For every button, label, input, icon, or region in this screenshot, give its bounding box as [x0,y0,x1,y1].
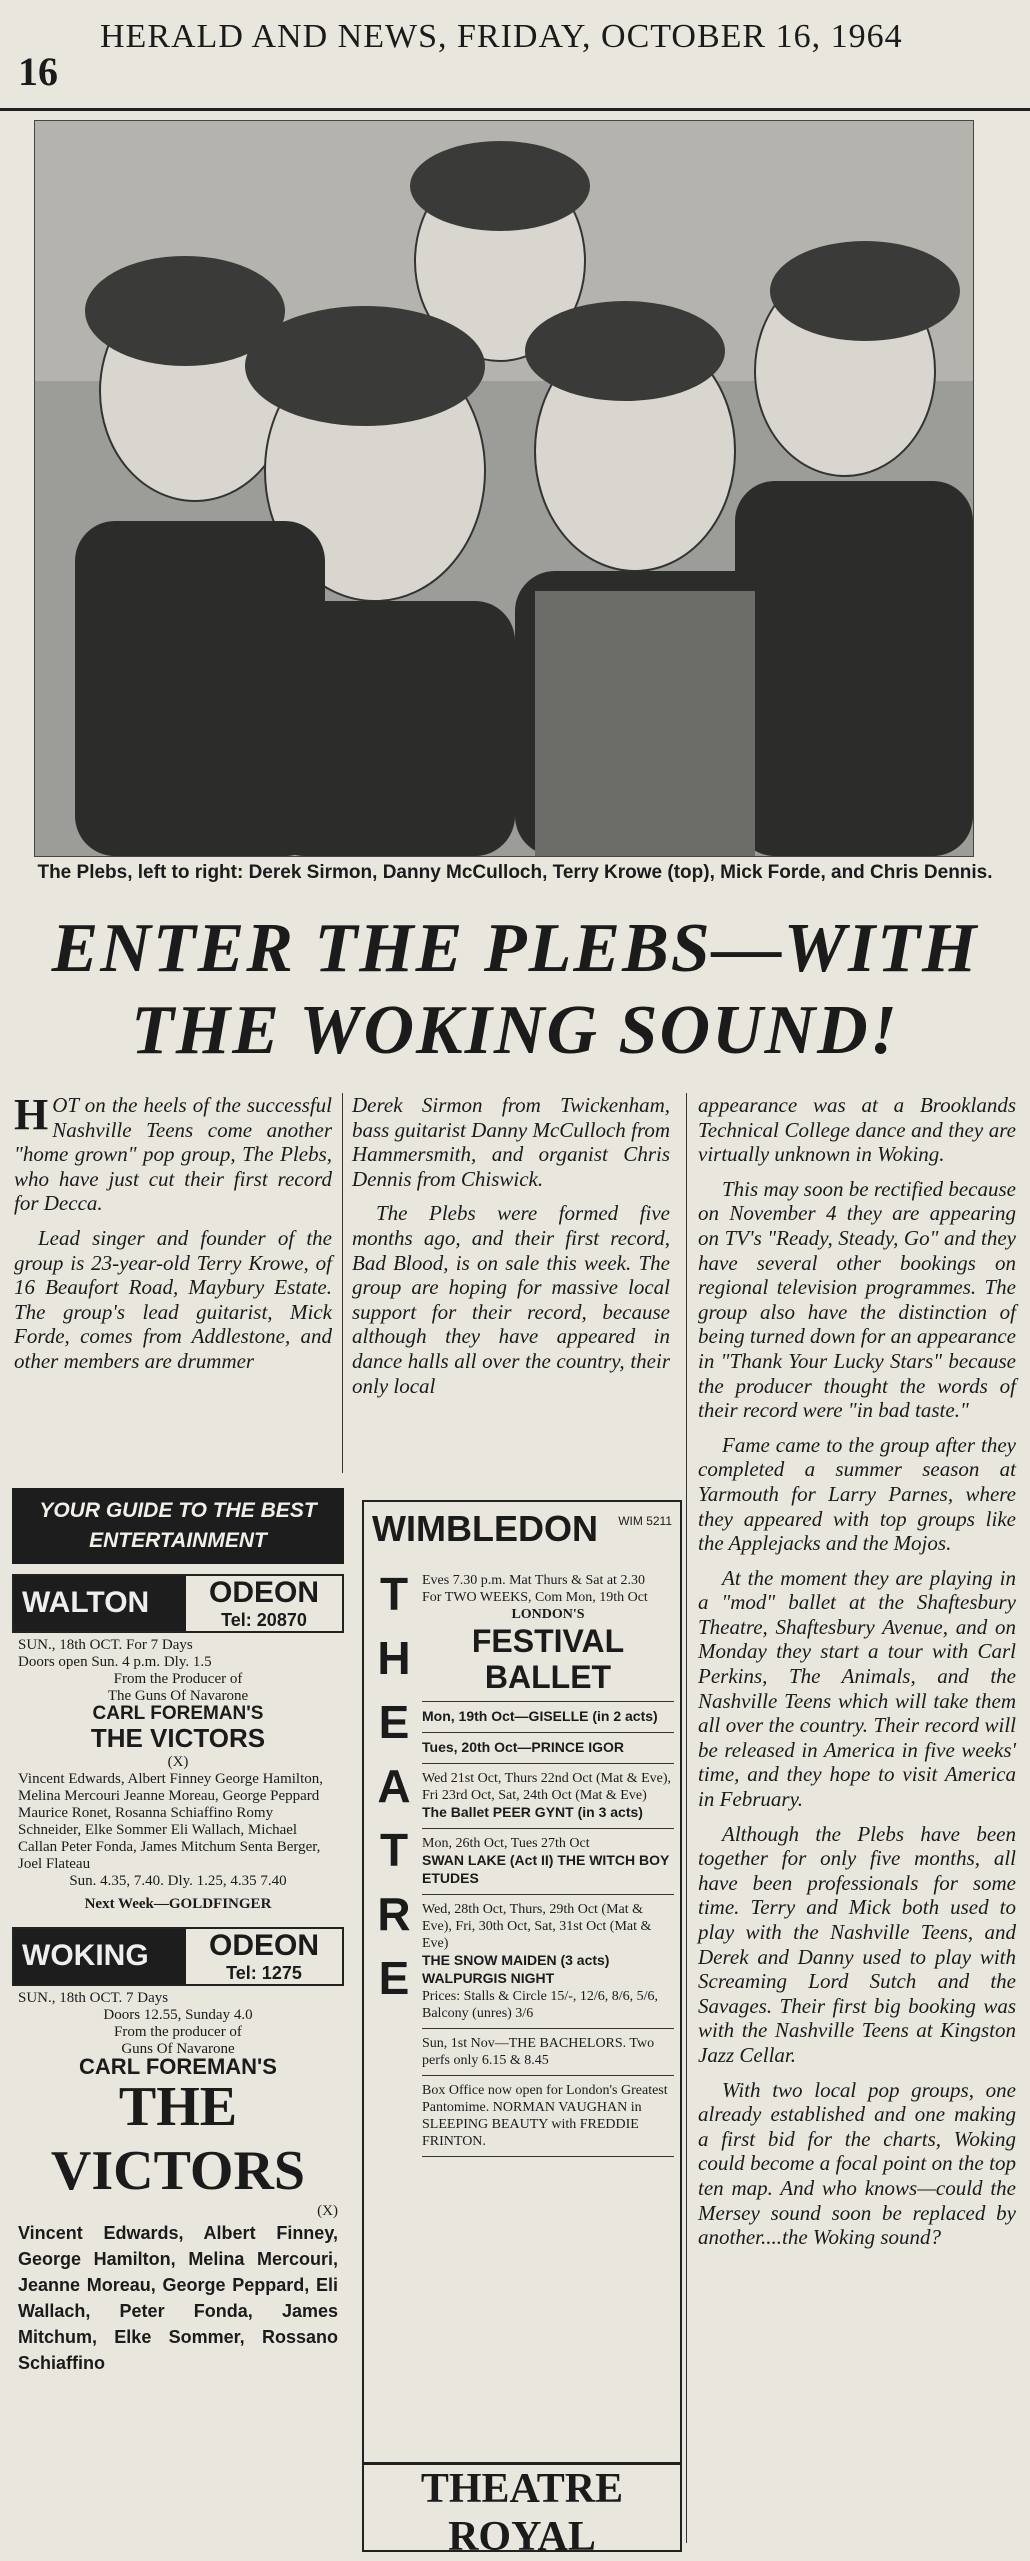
page-number: 16 [18,49,58,94]
theatre-royal-title: THEATRE ROYAL [364,2462,680,2561]
band-photo-illustration [35,121,973,856]
walton-next-week: Next Week—GOLDFINGER [84,1896,272,1912]
headline: ENTER THE PLEBS—WITH THE WOKING SOUND! [51,910,979,1069]
column-rule [342,1093,343,1473]
wimbledon-tel: WIM 5211 [618,1514,672,1528]
woking-film-title-2: VICTORS [50,2140,306,2202]
woking-film-title-1: THE [118,2076,238,2138]
article-paragraph: Lead singer and founder of the group is 23-year-old Terry Krowe, of 16 Beaufort Road, Maybury Estate. The group's lead guitarist, Mick Forde, comes from Addlestone, and other members are drummer [14,1225,332,1373]
article-paragraph: Although the Plebs have been together for only five months, all have been professionals for some time. Terry and Mick both used to play with the Nashville Teens, and Derek and Danny used to play with Screaming Lord Sutch and the Savages. Their first big booking was with the Nashville Teens at Kingston Jazz Cellar. [698,1821,1016,2067]
article-column-1 [14,1090,332,1384]
column-rule [686,1093,687,2543]
guide-banner: YOUR GUIDE TO THE BEST ENTERTAINMENT [12,1488,344,1564]
newspaper-title: HERALD AND NEWS, FRIDAY, OCTOBER 16, 1964 [100,18,903,55]
article-column-3 [698,1093,1016,2260]
article-paragraph: appearance was at a Brooklands Technical College dance and they are virtually unknown in Woking. [698,1093,1016,1167]
article-paragraph: Fame came to the group after they completed a summer season at Yarmouth for Larry Parnes, where they appeared with top groups like the Applejacks and the Mojos. [698,1432,1016,1556]
wimbledon-title: WIMBLEDON [372,1508,598,1549]
article-paragraph: With two local pop groups, one already established and one making a first bid for the charts, Woking could become a focal point on the top ten map. And who knows—could the Mersey sound soon be replaced by another....the Woking sound? [698,2077,1016,2250]
wimbledon-programme: Eves 7.30 p.m. Mat Thurs & Sat at 2.30 For TWO WEEKS, Com Mon, 19th Oct LONDON'S FESTIVAL BALLET Mon, 19th Oct—GISELLE (in 2 acts) Tues, 20th Oct—PRINCE IGOR Wed 21st Oct, Thurs 22nd Oct (Mat & Eve), Fri 23rd Oct, Sat, 24th Oct (Mat & Eve) The Ballet PEER GYNT (in 3 acts) Mon, 26th Oct, Tues 27th Oct SWAN LAKE (Act II) THE WITCH BOY ETUDES Wed, 28th Oct, Thurs, 29th Oct (Mat & Eve), Fri, 30th Oct, Sat, 31st Oct (Mat & Eve) THE SNOW MAIDEN (3 acts) WALPURGIS NIGHT Prices: Stalls & Circle 15/-, 12/6, 8/6, 5/6, Balcony (unres) 3/6 Sun, 1st Nov—THE BACHELORS. Two perfs only 6.15 & 8.45 Box Office now open for London's Greatest Pantomime. NORMAN VAUGHAN in SLEEPING BEAUTY with FREDDIE FRINTON. [422,1566,674,2157]
woking-cast: Vincent Edwards, Albert Finney, George Hamilton, Melina Mercouri, Jeanne Moreau, George Peppard, Eli Wallach, Peter Fonda, James Mitchum, Elke Sommer, Rossano Schiaffino [18,2223,338,2373]
walton-tel: Tel: 20870 [221,1610,307,1630]
festival-ballet-title: FESTIVAL BALLET [471,1623,625,1695]
article-paragraph: This may soon be rectified because on November 4 they are appearing on TV's "Ready, Steady, Go" and they have several other bookings on regional television programmes. The group also have the distinction of being turned down for an appearance in "Thank Your Lucky Stars" because the producer thought the words of their record were "in bad taste." [698,1176,1016,1423]
article-paragraph: The Plebs were formed five months ago, and their first record, Bad Blood, is on sale this week. The group are hoping for massive local support for their record, because although they have appeared in dance halls all over the country, their only local [352,1201,670,1398]
article-column-2 [352,1093,670,1408]
wimbledon-theatre-ad [362,1500,682,2560]
woking-producer: CARL FOREMAN'S [79,2054,277,2079]
woking-programme: SUN., 18th OCT. 7 Days Doors 12.55, Sunday 4.0 From the producer of Guns Of Navarone CARL FOREMAN'S THE VICTORS (X) Vincent Edwards, Albert Finney, George Hamilton, Melina Mercouri, Jeanne Moreau, George Peppard, Eli Wallach, Peter Fonda, James Mitchum, Elke Sommer, Rossano Schiaffino [12,1986,344,2380]
walton-cinema: ODEON [208,1576,319,1609]
woking-town: WOKING [14,1929,186,1984]
walton-odeon-header [12,1574,344,1633]
article-paragraph: Derek Sirmon from Twickenham, bass guitarist Danny McCulloch from Hammersmith, and organist Chris Dennis from Chiswick. [352,1093,670,1191]
theatre-vertical-letters: T H E A T R E [377,1568,411,2004]
walton-film-title: THE VICTORS [90,1723,266,1753]
woking-tel: Tel: 1275 [226,1963,302,1983]
woking-cinema: ODEON [208,1929,319,1962]
masthead [0,0,1030,111]
article-paragraph: HOT on the heels of the successful Nashville Teens come another "home grown" pop group, The Plebs, who have just cut their first record for Decca. [14,1090,332,1216]
walton-programme: SUN., 18th OCT. For 7 Days Doors open Sun. 4 p.m. Dly. 1.5 From the Producer of The Guns Of Navarone CARL FOREMAN'S THE VICTORS (X) Vincent Edwards, Albert Finney George Hamilton, Melina Mercouri Jeanne Moreau, George Peppard Maurice Ronet, Rosanna Schiaffino Romy Schneider, Elke Sommer Eli Wallach, Michael Callan Peter Fonda, James Mitchum Senta Berger, Joel Flateau Sun. 4.35, 7.40. Dly. 1.25, 4.35 7.40 Next Week—GOLDFINGER [12,1633,344,1917]
walton-town: WALTON [14,1576,186,1631]
entertainment-guide-ad [12,1488,344,2548]
drop-cap: H [14,1090,49,1139]
walton-cast: Vincent Edwards, Albert Finney George Hamilton, Melina Mercouri Jeanne Moreau, George Peppard Maurice Ronet, Rosanna Schiaffino Romy Schneider, Elke Sommer Eli Wallach, Michael Callan Peter Fonda, James Mitchum Senta Berger, Joel Flateau [18,1771,324,1872]
band-photo [34,120,974,857]
article-paragraph: At the moment they are playing in a "mod" ballet at the Shaftesbury Theatre, Shaftesbury Avenue, and on Monday they start a tour with Carl Perkins, The Animals, and the Nashville Teens which will take them all over the country. Their record will be released in America in five weeks' time, and they hope to visit America in February. [698,1565,1016,1812]
walton-producer: CARL FOREMAN'S [92,1703,264,1724]
photo-caption: The Plebs, left to right: Derek Sirmon, Danny McCulloch, Terry Krowe (top), Mick Forde, and Chris Dennis. [37,862,993,883]
woking-odeon-header [12,1927,344,1986]
